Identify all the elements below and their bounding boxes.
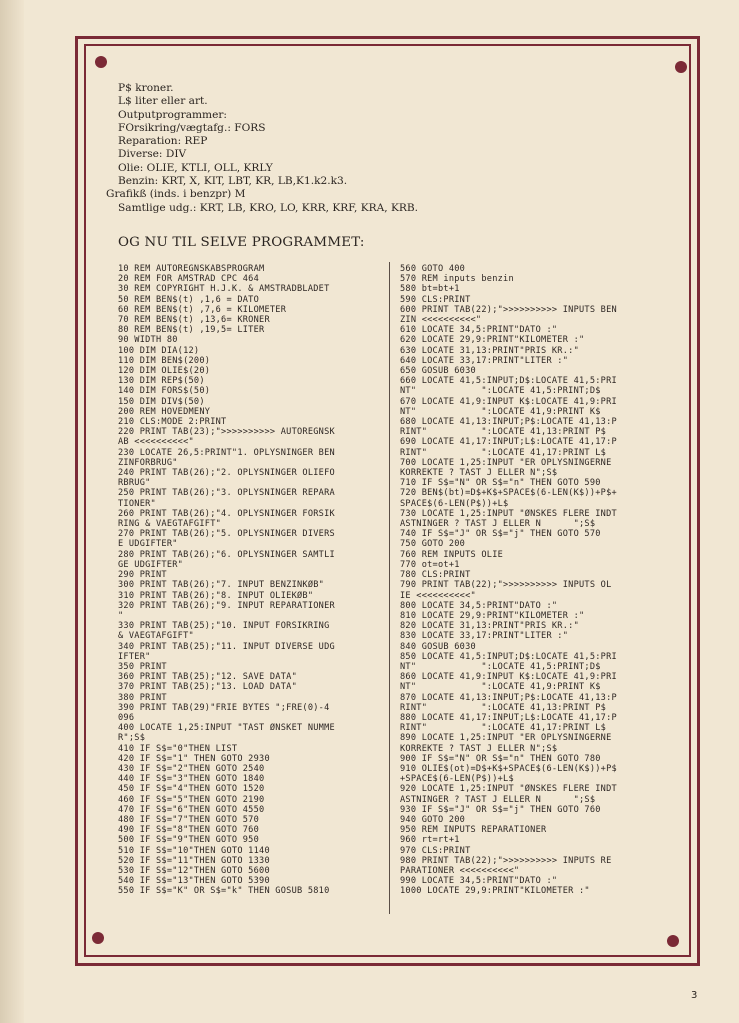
- code-line: 400 LOCATE 1,25:INPUT "TAST ØNSKET NUMME: [118, 723, 335, 734]
- code-line: RINT" ":LOCATE 41,17:PRINT L$: [400, 447, 607, 458]
- intro-line: Outputprogrammer:: [118, 108, 228, 121]
- code-line: 910 OLIE$(ot)=D$+K$+SPACE$(6-LEN(K$))+P$: [400, 763, 617, 774]
- code-line: 260 PRINT TAB(26);"4. OPLYSNINGER FORSIK: [118, 508, 335, 519]
- code-line: 110 DIM BEN$(200): [118, 355, 211, 366]
- code-line: 720 BEN$(bt)=D$+K$+SPACE$(6-LEN(K$))+P$+: [400, 488, 617, 499]
- code-line: 230 LOCATE 26,5:PRINT"1. OPLYSNINGER BEN: [118, 447, 335, 458]
- code-line: 430 IF S$="2"THEN GOTO 2540: [118, 763, 265, 774]
- code-line: 600 PRINT TAB(22);">>>>>>>>>> INPUTS BEN: [400, 304, 617, 315]
- code-column-left: [118, 264, 378, 897]
- code-line: 690 LOCATE 41,17:INPUT;L$:LOCATE 41,17:P: [400, 437, 617, 448]
- code-line: 270 PRINT TAB(26);"5. OPLYSNINGER DIVERS: [118, 529, 335, 540]
- code-line: RINT" ":LOCATE 41,13:PRINT P$: [400, 702, 607, 713]
- code-line: GE UDGIFTER": [118, 559, 184, 570]
- code-line: NT" ":LOCATE 41,9:PRINT K$: [400, 406, 601, 417]
- code-line: +SPACE$(6-LEN(P$))+L$: [400, 774, 514, 785]
- code-line: 380 PRINT: [118, 692, 167, 703]
- intro-line: Samtlige udg.: KRT, LB, KRO, LO, KRR, KRF, KRA, KRB.: [118, 201, 419, 214]
- code-line: RBRUG": [118, 478, 151, 489]
- code-line: 100 DIM DIA(12): [118, 345, 200, 356]
- code-line: 80 REM BEN$(t) ,19,5= LITER: [118, 325, 265, 336]
- code-line: 470 IF S$="6"THEN GOTO 4550: [118, 804, 265, 815]
- code-line: 096: [118, 712, 135, 723]
- code-line: 520 IF S$="11"THEN GOTO 1330: [118, 855, 270, 866]
- code-line: PARATIONER <<<<<<<<<<": [400, 865, 520, 876]
- code-line: 350 PRINT: [118, 661, 167, 672]
- code-line: 120 DIM OLIE$(20): [118, 366, 211, 377]
- code-line: 280 PRINT TAB(26);"6. OPLYSNINGER SAMTLI: [118, 549, 335, 560]
- code-line: 360 PRINT TAB(25);"12. SAVE DATA": [118, 672, 297, 683]
- page-gutter-shadow: [0, 0, 24, 1023]
- code-line: 900 IF S$="N" OR S$="n" THEN GOTO 780: [400, 753, 601, 764]
- code-line: 310 PRINT TAB(26);"8. INPUT OLIEKØB": [118, 590, 314, 601]
- code-line: 510 IF S$="10"THEN GOTO 1140: [118, 845, 270, 856]
- corner-dot-top-right: [675, 61, 687, 73]
- intro-line: Olie: OLIE, KTLI, OLL, KRLY: [118, 161, 273, 174]
- intro-line: L$ liter eller art.: [118, 95, 208, 108]
- code-line: 130 DIM REP$(50): [118, 376, 205, 387]
- code-column-right: [400, 264, 660, 897]
- code-line: 770 ot=ot+1: [400, 559, 460, 570]
- code-line: 10 REM AUTOREGNSKABSPROGRAM: [118, 264, 265, 274]
- page-number: 3: [691, 990, 698, 1001]
- code-line: & VAEGTAFGIFT": [118, 631, 194, 642]
- code-line: 940 GOTO 200: [400, 814, 466, 825]
- code-line: 150 DIM DIV$(50): [118, 396, 205, 407]
- intro-line: Diverse: DIV: [118, 148, 187, 161]
- code-line: IFTER": [118, 651, 151, 662]
- code-line: 990 LOCATE 34,5:PRINT"DATO :": [400, 876, 558, 887]
- code-line: 850 LOCATE 41,5:INPUT;D$:LOCATE 41,5:PRI: [400, 651, 617, 662]
- code-line: RINT" ":LOCATE 41,13:PRINT P$: [400, 427, 607, 438]
- code-line: 730 LOCATE 1,25:INPUT "ØNSKES FLERE INDT: [400, 508, 617, 519]
- code-line: ZINFORBRUG": [118, 457, 178, 468]
- code-line: 390 PRINT TAB(29)"FRIE BYTES ";FRE(0)-4: [118, 702, 330, 713]
- code-line: 980 PRINT TAB(22);">>>>>>>>>> INPUTS RE: [400, 855, 612, 866]
- code-line: 480 IF S$="7"THEN GOTO 570: [118, 814, 260, 825]
- code-line: 750 GOTO 200: [400, 539, 466, 550]
- code-line: 650 GOSUB 6030: [400, 366, 476, 377]
- code-line: 370 PRINT TAB(25);"13. LOAD DATA": [118, 682, 297, 693]
- code-line: 500 IF S$="9"THEN GOTO 950: [118, 835, 260, 846]
- code-line: 960 rt=rt+1: [400, 835, 460, 846]
- corner-dot-bottom-left: [92, 932, 104, 944]
- code-line: 140 DIM FORS$(50): [118, 386, 211, 397]
- code-line: 680 LOCATE 41,13:INPUT;P$:LOCATE 41,13:P: [400, 417, 617, 428]
- code-line: 700 LOCATE 1,25:INPUT "ER OPLYSNINGERNE: [400, 457, 612, 468]
- code-line: 610 LOCATE 34,5:PRINT"DATO :": [400, 325, 558, 336]
- code-line: 930 IF S$="J" OR S$="j" THEN GOTO 760: [400, 804, 601, 815]
- code-line: 620 LOCATE 29,9:PRINT"KILOMETER :": [400, 335, 585, 346]
- code-line: NT" ":LOCATE 41,5:PRINT;D$: [400, 661, 601, 672]
- code-line: 320 PRINT TAB(26);"9. INPUT REPARATIONER: [118, 600, 335, 611]
- code-line: 870 LOCATE 41,13:INPUT;P$:LOCATE 41,13:P: [400, 692, 617, 703]
- code-line: 460 IF S$="5"THEN GOTO 2190: [118, 794, 265, 805]
- code-line: 950 REM INPUTS REPARATIONER: [400, 825, 547, 836]
- code-line: 210 CLS:MODE 2:PRINT: [118, 417, 227, 428]
- code-line: 250 PRINT TAB(26);"3. OPLYSNINGER REPARA: [118, 488, 335, 499]
- code-line: KORREKTE ? TAST J ELLER N";S$: [400, 743, 558, 754]
- code-line: NT" ":LOCATE 41,9:PRINT K$: [400, 682, 601, 693]
- code-line: 540 IF S$="13"THEN GOTO 5390: [118, 876, 270, 887]
- code-line: 1000 LOCATE 29,9:PRINT"KILOMETER :": [400, 886, 590, 897]
- code-line: ASTNINGER ? TAST J ELLER N ";S$: [400, 519, 596, 530]
- code-line: 570 REM inputs benzin: [400, 274, 514, 285]
- code-line: ": [118, 610, 124, 621]
- code-line: 830 LOCATE 33,17:PRINT"LITER :": [400, 631, 569, 642]
- code-line: 440 IF S$="3"THEN GOTO 1840: [118, 774, 265, 785]
- code-line: ZIN <<<<<<<<<<": [400, 315, 482, 326]
- code-line: 590 CLS:PRINT: [400, 294, 471, 305]
- code-line: R";S$: [118, 733, 146, 744]
- code-line: 330 PRINT TAB(25);"10. INPUT FORSIKRING: [118, 621, 330, 632]
- code-line: 640 LOCATE 33,17:PRINT"LITER :": [400, 355, 569, 366]
- code-line: AB <<<<<<<<<<": [118, 437, 194, 448]
- code-line: 860 LOCATE 41,9:INPUT K$:LOCATE 41,9:PRI: [400, 672, 617, 683]
- intro-variable-list: [106, 82, 598, 215]
- code-line: 420 IF S$="1" THEN GOTO 2930: [118, 753, 270, 764]
- code-line: 920 LOCATE 1,25:INPUT "ØNSKES FLERE INDT: [400, 784, 617, 795]
- code-line: 200 REM HOVEDMENY: [118, 406, 211, 417]
- code-line: 290 PRINT: [118, 570, 167, 581]
- code-line: 60 REM BEN$(t) ,7,6 = KILOMETER: [118, 304, 287, 315]
- code-line: 660 LOCATE 41,5:INPUT;D$:LOCATE 41,5:PRI: [400, 376, 617, 387]
- intro-line: Benzin: KRT, X, KIT, LBT, KR, LB,K1.k2.k3.: [118, 175, 348, 188]
- code-line: 90 WIDTH 80: [118, 335, 178, 346]
- code-line: 630 LOCATE 31,13:PRINT"PRIS KR.:": [400, 345, 579, 356]
- corner-dot-bottom-right: [667, 935, 679, 947]
- section-heading: OG NU TIL SELVE PROGRAMMET:: [118, 235, 365, 250]
- code-line: 760 REM INPUTS OLIE: [400, 549, 504, 560]
- code-line: 840 GOSUB 6030: [400, 641, 476, 652]
- intro-line: Reparation: REP: [118, 135, 208, 148]
- code-line: 450 IF S$="4"THEN GOTO 1520: [118, 784, 265, 795]
- code-line: 240 PRINT TAB(26);"2. OPLYSNINGER OLIEFO: [118, 468, 335, 479]
- code-line: 820 LOCATE 31,13:PRINT"PRIS KR.:": [400, 621, 579, 632]
- code-line: 50 REM BEN$(t) ,1,6 = DATO: [118, 294, 260, 305]
- code-line: 670 LOCATE 41,9:INPUT K$:LOCATE 41,9:PRI: [400, 396, 617, 407]
- code-line: 410 IF S$="0"THEN LIST: [118, 743, 238, 754]
- code-line: 490 IF S$="8"THEN GOTO 760: [118, 825, 260, 836]
- intro-line: FOrsikring/vægtafg.: FORS: [118, 121, 266, 134]
- code-line: 30 REM COPYRIGHT H.J.K. & AMSTRADBLADET: [118, 284, 330, 295]
- intro-line: P$ kroner.: [118, 82, 174, 94]
- code-line: 810 LOCATE 29,9:PRINT"KILOMETER :": [400, 610, 585, 621]
- code-line: 220 PRINT TAB(23);">>>>>>>>>> AUTOREGNSK: [118, 427, 335, 438]
- code-line: ASTNINGER ? TAST J ELLER N ";S$: [400, 794, 596, 805]
- code-line: 970 CLS:PRINT: [400, 845, 471, 856]
- code-line: 300 PRINT TAB(26);"7. INPUT BENZINKØB": [118, 580, 325, 591]
- column-divider: [389, 262, 390, 914]
- code-line: 560 GOTO 400: [400, 264, 466, 274]
- code-line: 580 bt=bt+1: [400, 284, 460, 295]
- code-line: 70 REM BEN$(t) ,13,6= KRONER: [118, 315, 270, 326]
- corner-dot-top-left: [95, 56, 107, 68]
- code-line: RING & VAEGTAFGIFT": [118, 519, 222, 530]
- code-line: 550 IF S$="K" OR S$="k" THEN GOSUB 5810: [118, 886, 330, 897]
- code-line: 20 REM FOR AMSTRAD CPC 464: [118, 274, 260, 285]
- code-line: KORREKTE ? TAST J ELLER N";S$: [400, 468, 558, 479]
- code-line: 710 IF S$="N" OR S$="n" THEN GOTO 590: [400, 478, 601, 489]
- code-line: 880 LOCATE 41,17:INPUT;L$:LOCATE 41,17:P: [400, 712, 617, 723]
- code-line: RINT" ":LOCATE 41,17:PRINT L$: [400, 723, 607, 734]
- code-line: 890 LOCATE 1,25:INPUT "ER OPLYSNINGERNE: [400, 733, 612, 744]
- code-line: E UDGIFTER": [118, 539, 178, 550]
- code-line: TIONER": [118, 498, 156, 509]
- code-line: 790 PRINT TAB(22);">>>>>>>>>> INPUTS OL: [400, 580, 612, 591]
- code-line: 780 CLS:PRINT: [400, 570, 471, 581]
- code-line: 530 IF S$="12"THEN GOTO 5600: [118, 865, 270, 876]
- code-line: NT" ":LOCATE 41,5:PRINT;D$: [400, 386, 601, 397]
- code-line: 340 PRINT TAB(25);"11. INPUT DIVERSE UDG: [118, 641, 335, 652]
- code-line: 800 LOCATE 34,5:PRINT"DATO :": [400, 600, 558, 611]
- code-line: IE <<<<<<<<<<": [400, 590, 476, 601]
- code-line: SPACE$(6-LEN(P$))+L$: [400, 498, 509, 509]
- code-line: 740 IF S$="J" OR S$="j" THEN GOTO 570: [400, 529, 601, 540]
- intro-line: Grafikß (inds. i benzpr) M: [106, 188, 246, 201]
